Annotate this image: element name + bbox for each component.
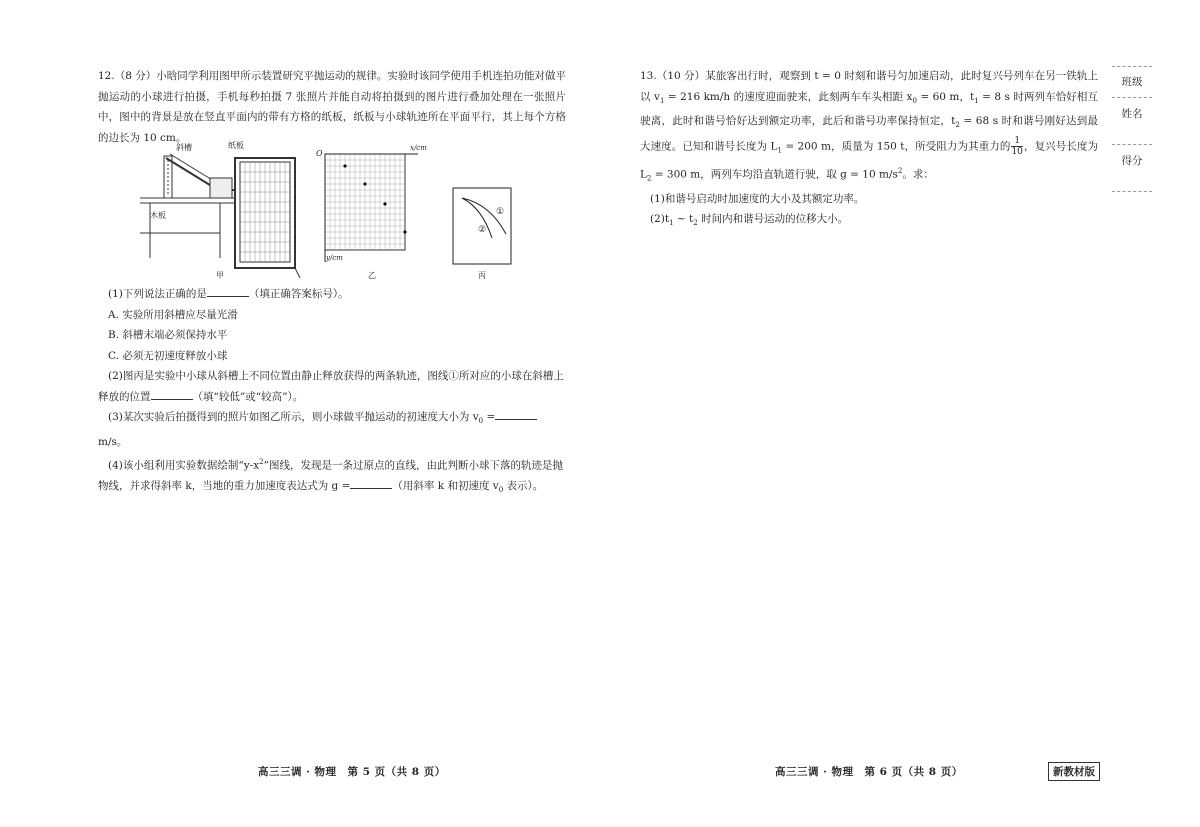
q12-intro: 12.（8 分）小晗同学利用图甲所示装置研究平抛运动的规律。实验时该同学使用手机连拍功能对做平抛运动的小球进行拍摄，手机每秒拍摄 7 张照片并能自动将拍摄到的图片进行叠加处理在一张照片中，图中的背景是放在竖直平面内的带有方格的纸板，纸板与小球轨迹所在平面平行，其上每个方格的边长为 10 cm。 [98,70,566,144]
axis-x-label: x/cm [410,144,427,152]
q13-sub-v1: 1 [659,96,665,105]
q12-part4-stem-note: （用斜率 k 和初速度 v [392,480,499,493]
caption-a: 甲 [216,271,224,280]
q13-sub-t1: 1 [974,96,979,105]
q13-sub-x0: 0 [912,96,917,105]
label-chute: 斜槽 [176,143,192,152]
student-info-table [1112,66,1152,192]
q13-part2-b: ~ t [673,213,694,226]
q13-sub-L1: 1 [777,146,782,155]
q12-part2 [98,366,566,407]
q13-stem [640,66,1098,189]
q12-subquestions [98,284,566,501]
q12-figure-svg [140,138,520,284]
q13-text-h: = 300 m，两列车均沿直轨道行驶，取 g = 10 m/s [651,168,898,181]
caption-b: 乙 [368,271,376,280]
fraction-one-tenth [1011,136,1022,157]
q12-part1 [98,284,566,305]
label-board: 纸板 [228,141,244,150]
q12-part2-stem: (2)图丙是实验中小球从斜槽上不同位置由静止释放获得的两条轨迹，图线①所对应的小球在斜槽上释放的位置 [98,370,564,403]
option-b: B. 斜槽末端必须保持水平 [108,329,228,341]
edition-badge: 新教材版 [1048,762,1100,781]
q13-part2-a: (2)t [650,213,670,226]
question-12 [98,66,566,148]
q13-text-g: ，复兴号长度为 L [640,140,1099,181]
option-c: C. 必须无初速度释放小球 [108,349,228,362]
q13-text-b: = 216 km/h 的速度迎面驶来，此刻两车车头相距 x [664,90,913,103]
q12-part4-sup: 2 [259,458,264,467]
q13-text-f: = 200 m，质量为 150 t，所受阻力为其重力的 [781,140,1011,153]
q12-part2-stem-end: （填“较低”或“较高”）。 [192,390,304,403]
page-footer-left: 高三三调 · 物理 第 5 页（共 8 页） [258,766,446,778]
axis-y-label: y/cm [326,254,343,262]
page-footer-right: 高三三调 · 物理 第 6 页（共 8 页） [775,766,963,778]
q12-part1-stem-end: （填正确答案标号）。 [248,288,349,300]
q12-part1-stem: (1)下列说法正确的是 [108,288,207,300]
answer-blank-4[interactable] [350,476,392,489]
q13-part2 [640,209,1098,234]
q12-part4-stem-mid: ”图线，发现是一条过原点的直线，由此判断小球下落的轨迹是抛物线，并求得斜率 k，当地的重力加速度表达式为 g = [98,459,563,493]
answer-blank-2[interactable] [151,387,193,400]
label-plank: 木板 [150,211,166,220]
q12-part3-unit: m/s。 [98,435,128,448]
q12-figures [140,138,520,284]
q12-part4 [98,452,566,501]
option-a: A. 实验所用斜槽应尽量光滑 [108,308,238,321]
q12-part3 [98,407,566,452]
q13-part2-sub2: 2 [693,219,698,228]
q13-sup-g: 2 [897,166,903,175]
q13-part2-sub1: 1 [669,219,674,228]
class-field[interactable]: 班级 [1112,66,1152,98]
fraction-den: 10 [1011,146,1023,157]
fraction-num: 1 [1011,136,1022,147]
curve-1-label: ① [496,207,505,217]
q12-part3-sub: 0 [478,417,484,426]
caption-c: 丙 [478,271,486,280]
question-13 [640,66,1098,234]
figure-grid [325,154,418,262]
q12-part3-stem: (3)某次实验后拍摄得到的照片如图乙所示，则小球做平抛运动的初速度大小为 v [108,411,479,423]
q12-part4-stem: (4)该小组利用实验数据绘制“y-x [108,459,260,472]
answer-blank-3[interactable] [495,407,537,420]
q13-text-d: = 8 s 时两列车恰好相互驶离，此时和谐号恰好达到额定功率，此后和谐号功率保持恒定，t [640,90,1098,128]
score-field[interactable]: 得分 [1112,145,1152,192]
q13-text-a: 13.（10 分）某旅客出行时，观察到 t = 0 时刻和谐号匀加速启动，此时复兴号列车在另一铁轨上以 v [640,70,1098,103]
answer-blank-1[interactable] [207,284,249,297]
axis-origin: O [316,149,323,158]
q13-sub-t2: 2 [955,121,960,130]
q12-part4-sub: 0 [498,486,504,495]
curve-2-label: ② [478,225,487,235]
q12-part3-eq: = [483,411,496,423]
q13-part2-c: 时间内和谐号运动的位移大小。 [697,213,849,226]
q13-text-e: = 68 s 时和谐号刚好达到最大速度。已知和谐号长度为 L [640,115,1098,153]
q13-sub-L2: 2 [646,174,652,183]
q13-text-c: = 60 m，t [916,90,975,103]
name-field[interactable]: 姓名 [1112,98,1152,145]
q13-text-i: 。求： [902,168,934,181]
q12-part4-stem-end: 表示）。 [503,480,544,493]
q13-part1: (1)和谐号启动时加速度的大小及其额定功率。 [650,192,865,205]
